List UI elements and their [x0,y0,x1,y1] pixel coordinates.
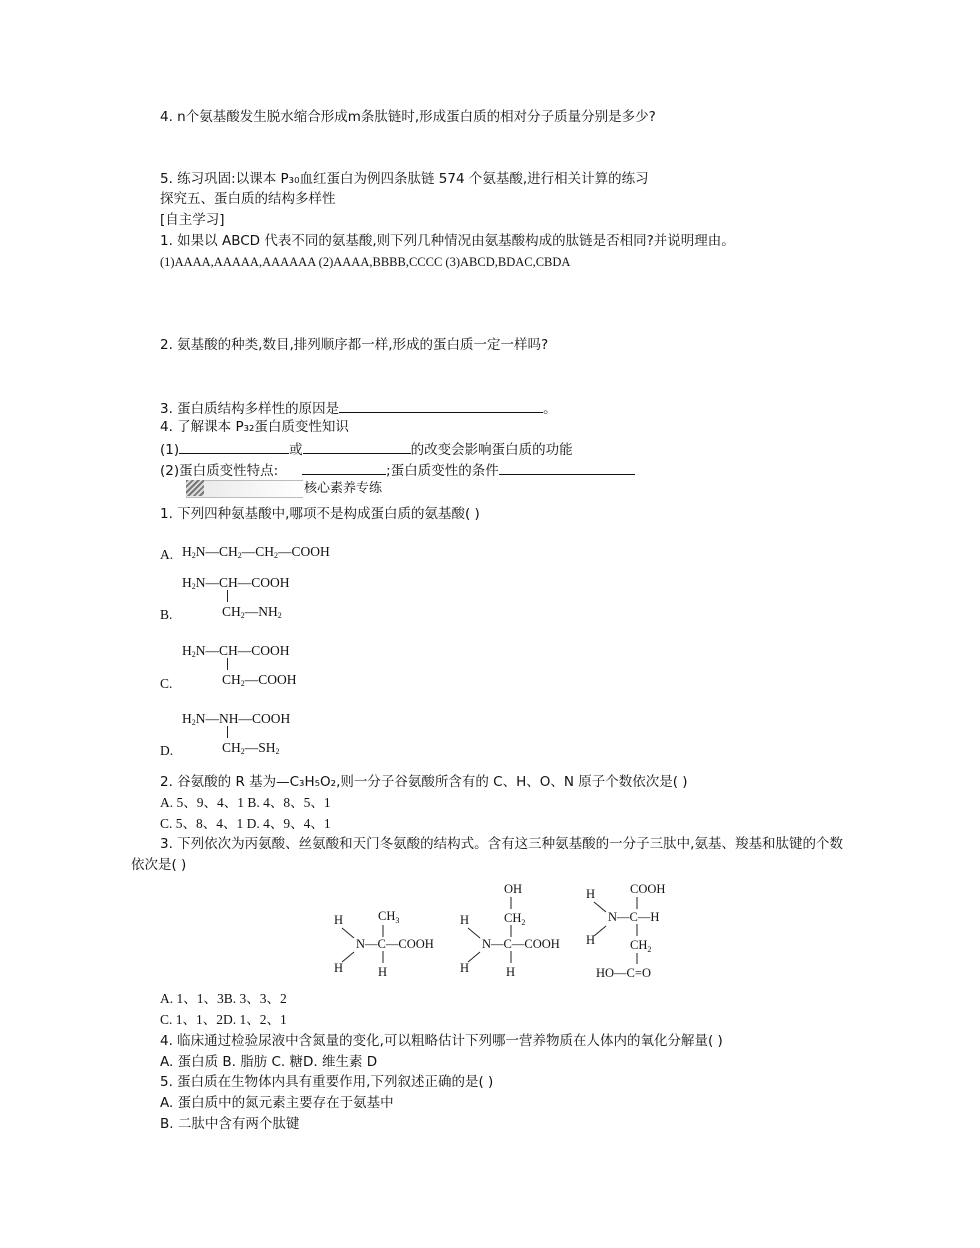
option-b-label: B. [160,607,173,622]
svg-text:COOH: COOH [630,882,666,896]
svg-text:OH: OH [504,882,523,896]
s4a-suffix: 的改变会影响蛋白质的功能 [410,442,573,458]
banner-stripe-icon [186,480,204,496]
exercise-3-line-1: 3. 下列依次为丙氨酸、丝氨酸和天门冬氨酸的结构式。含有这三种氨基酸的一分子三肽中,氨基、羧基和肽键的个数 [160,836,843,852]
amino-acid-structures [320,878,690,982]
answer-blank[interactable] [179,439,289,454]
option-b-formula-side: $CH_2—NH_2$ [222,604,282,620]
exercise-4-options: A. 蛋白质 B. 脂肪 C. 糖D. 维生素 D [160,1054,378,1070]
svg-text:HO—C=O: HO—C=O [596,966,651,980]
option-a-label: A. [160,547,174,562]
svg-text:H: H [334,913,344,927]
svg-text:N—C—COOH: N—C—COOH [356,937,434,951]
svg-text:H: H [460,961,470,975]
section-title: 探究五、蛋白质的结构多样性 [160,191,336,207]
option-d-label: D. [160,743,174,758]
banner-title: 核心素养专练 [304,480,383,495]
option-c-formula-side: $CH_2—COOH$ [222,672,297,688]
study-question-3-text: 3. 蛋白质结构多样性的原因是 [160,401,340,417]
exercise-5: 5. 蛋白质在生物体内具有重要作用,下列叙述正确的是( ) [160,1074,494,1090]
option-a-formula: $H_2N—CH_2—CH_2—COOH$ [182,544,330,560]
exercise-1: 1. 下列四种氨基酸中,哪项不是构成蛋白质的氨基酸( ) [160,506,480,522]
answer-blank[interactable] [339,398,543,413]
svg-text:CH2: $CH_2$ [630,938,652,954]
study-question-1-options: (1)AAAA,AAAAA,AAAAAA (2)AAAA,BBBB,CCCC (3)ABCD,BDAC,CBDA [160,255,571,269]
svg-text:H: H [334,961,344,975]
answer-blank[interactable] [499,460,635,475]
option-d-formula-side: $CH_2—SH_2$ [222,740,280,756]
exercise-2: 2. 谷氨酸的 R 基为—C₃H₅O₂,则一分子谷氨酸所含有的 C、H、O、N 原子个数依次是( ) [160,774,688,790]
svg-text:H: H [460,913,470,927]
exercise-4: 4. 临床通过检验尿液中含氮量的变化,可以粗略估计下列哪一营养物质在人体内的氧化分解量( ) [160,1033,723,1049]
self-study-label: [自主学习] [160,212,225,228]
bond-line [227,658,228,670]
exercise-3-options-cd: C. 1、1、2D. 1、2、1 [160,1012,287,1027]
svg-text:H: H [586,887,596,901]
s4a-mid: 或 [289,442,303,458]
study-question-4b [160,460,635,480]
s4b-prefix: (2)蛋白质变性特点: [160,463,279,479]
aspartic-acid-structure [586,882,665,980]
serine-structure [460,882,560,979]
answer-blank[interactable] [303,439,411,454]
exercise-2-options-ab: A. 5、9、4、1 B. 4、8、5、1 [160,795,331,810]
option-d-formula-top: $H_2N—NH—COOH$ [182,711,291,727]
s4b-mid: ;蛋白质变性的条件 [386,463,499,479]
study-question-1: 1. 如果以 ABCD 代表不同的氨基酸,则下列几种情况由氨基酸构成的肽链是否相同?并说明理由。 [160,233,735,249]
option-c-label: C. [160,676,173,691]
s4a-prefix: (1) [160,442,180,458]
svg-text:CH2: $CH_2$ [504,911,526,927]
exercise-5-option-a: A. 蛋白质中的氮元素主要存在于氨基中 [160,1095,394,1111]
question-5: 5. 练习巩固:以课本 P₃₀血红蛋白为例四条肽链 574 个氨基酸,进行相关计算的练习 [160,171,649,187]
svg-text:N—C—COOH: N—C—COOH [482,937,560,951]
option-b-formula-top: $H_2N—CH—COOH$ [182,575,290,591]
study-question-4: 4. 了解课本 P₃₂蛋白质变性知识 [160,419,349,435]
study-question-2: 2. 氨基酸的种类,数目,排列顺序都一样,形成的蛋白质一定一样吗? [160,337,549,353]
svg-text:H: H [586,933,596,947]
section-banner [186,480,383,496]
study-question-4a [160,439,573,459]
exercise-3-line-2: 依次是( ) [131,857,187,873]
exercise-2-options-cd: C. 5、8、4、1 D. 4、9、4、1 [160,816,331,831]
svg-text:N—C—H: N—C—H [608,910,660,924]
option-c-formula-top: $H_2N—CH—COOH$ [182,643,290,659]
exercise-5-option-b: B. 二肽中含有两个肽键 [160,1116,300,1132]
bond-line [227,590,228,602]
svg-text:H: H [506,965,516,979]
study-question-3-end: 。 [543,401,557,417]
svg-text:H: H [378,965,388,979]
study-question-3 [160,398,557,418]
answer-blank[interactable] [302,460,386,475]
svg-text:CH3: $CH_3$ [378,909,400,925]
bond-line [227,726,228,738]
alanine-structure [334,909,434,979]
question-4: 4. n个氨基酸发生脱水缩合形成m条肽链时,形成蛋白质的相对分子质量分别是多少? [160,109,656,125]
exercise-3-options-ab: A. 1、1、3B. 3、3、2 [160,991,287,1006]
